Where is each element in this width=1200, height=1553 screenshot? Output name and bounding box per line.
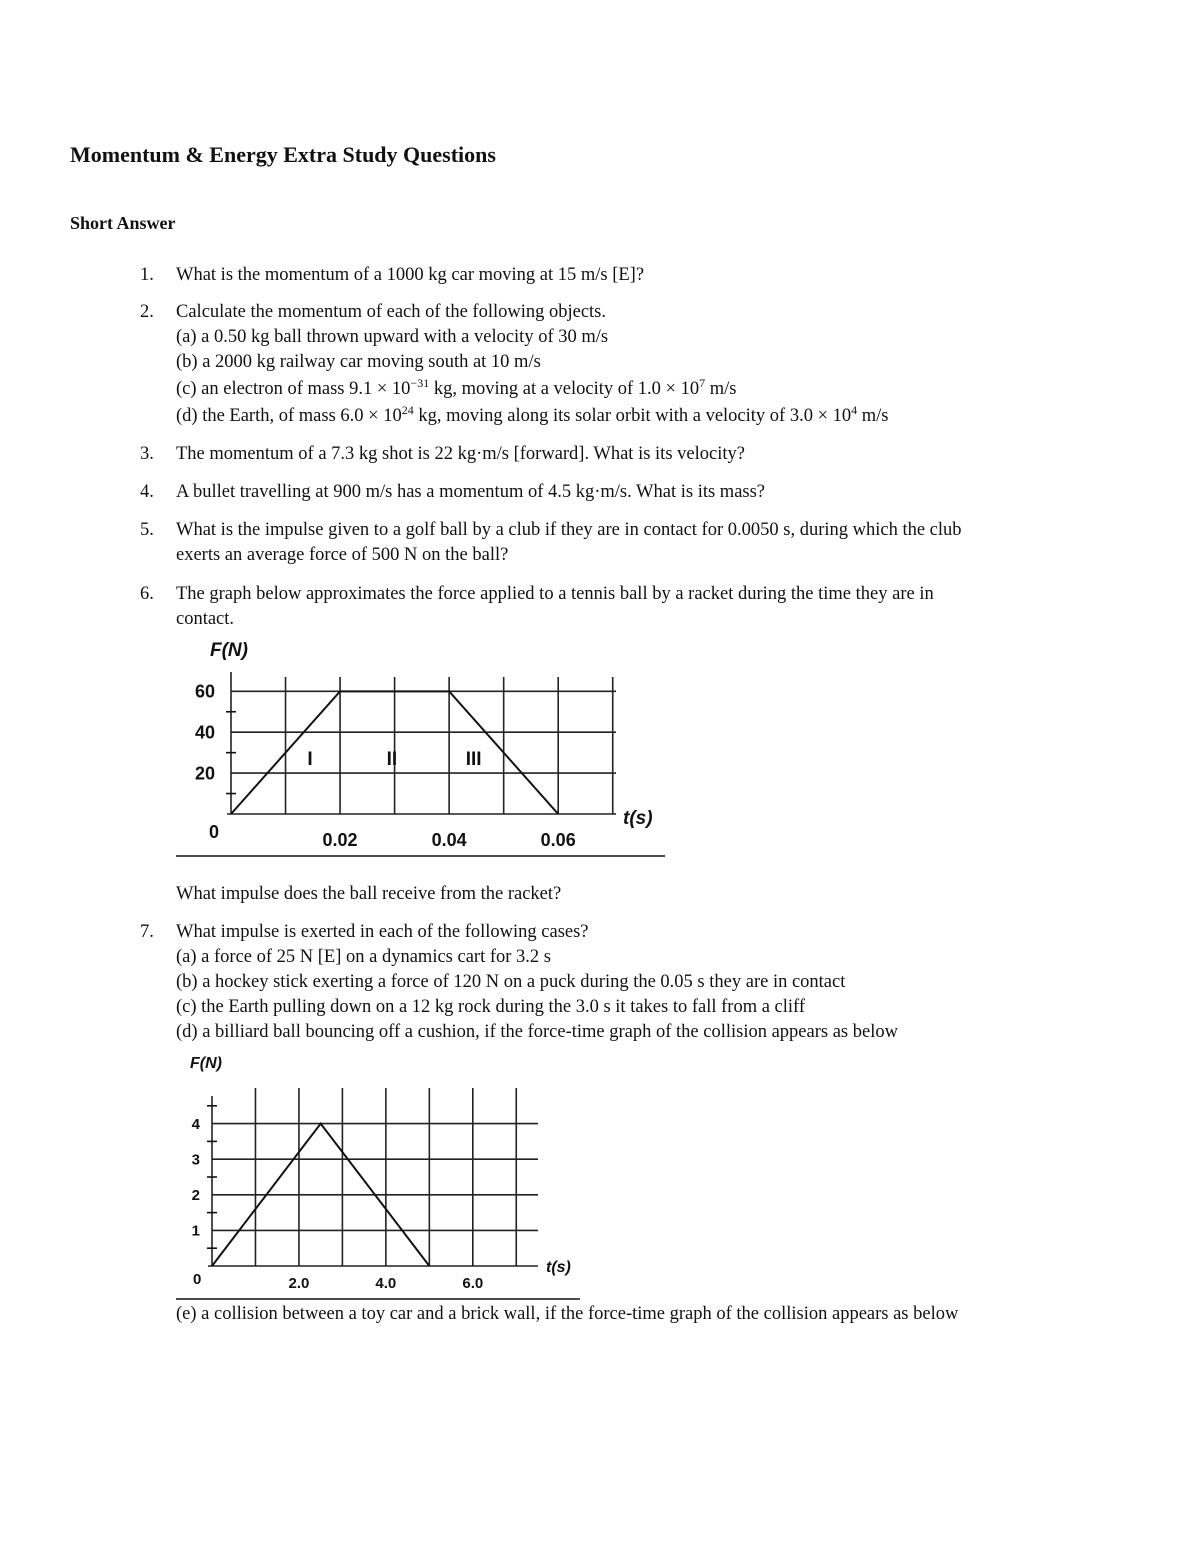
region-label: III bbox=[465, 748, 482, 770]
y-axis-label: F(N) bbox=[190, 1055, 222, 1072]
region-label: I bbox=[307, 748, 313, 770]
question-1-text: What is the momentum of a 1000 kg car moving at 15 m/s [E]? bbox=[176, 265, 645, 285]
section-heading: Short Answer bbox=[70, 213, 176, 233]
y-tick-label: 60 bbox=[194, 681, 215, 702]
x-tick-label: 0.02 bbox=[322, 830, 358, 850]
question-7e: (e) a collision between a toy car and a brick wall, if the force-time graph of the collision appears as below bbox=[176, 1304, 959, 1324]
page-title: Momentum & Energy Extra Study Questions bbox=[70, 142, 496, 167]
question-5-line-2: exerts an average force of 500 N on the ball? bbox=[176, 545, 509, 565]
question-7c: (c) the Earth pulling down on a 12 kg rock during the 3.0 s it takes to fall from a cliff bbox=[176, 997, 806, 1017]
x-tick-label: 0.04 bbox=[431, 830, 467, 850]
question-6-number: 6. bbox=[140, 584, 154, 604]
force-time-chart-tennis bbox=[176, 630, 676, 862]
question-2-number: 2. bbox=[140, 302, 154, 322]
question-4-text: A bullet travelling at 900 m/s has a momentum of 4.5 kg·m/s. What is its mass? bbox=[176, 482, 766, 502]
question-6-line-2: contact. bbox=[176, 609, 235, 629]
question-7-text: What impulse is exerted in each of the following cases? bbox=[176, 922, 589, 942]
y-tick-label: 4 bbox=[191, 1115, 200, 1133]
y-tick-label: 2 bbox=[191, 1187, 200, 1205]
y-tick-label: 3 bbox=[191, 1151, 200, 1169]
question-7a: (a) a force of 25 N [E] on a dynamics cart for 3.2 s bbox=[176, 947, 551, 967]
question-5-line-1: What is the impulse given to a golf ball by a club if they are in contact for 0.0050 s, during which the club bbox=[176, 520, 962, 540]
question-2a: (a) a 0.50 kg ball thrown upward with a velocity of 30 m/s bbox=[176, 327, 609, 347]
question-1-number: 1. bbox=[140, 265, 154, 285]
x-tick-label: 0.06 bbox=[540, 830, 576, 850]
y-tick-label: 40 bbox=[194, 722, 215, 743]
x-axis-label: t(s) bbox=[623, 808, 653, 829]
y-tick-label: 1 bbox=[191, 1222, 200, 1240]
x-axis-label: t(s) bbox=[546, 1259, 571, 1276]
origin-label: 0 bbox=[209, 822, 220, 842]
question-6-after: What impulse does the ball receive from the racket? bbox=[176, 884, 562, 904]
question-3-text: The momentum of a 7.3 kg shot is 22 kg·m/s [forward]. What is its velocity? bbox=[176, 444, 745, 464]
question-5-number: 5. bbox=[140, 520, 154, 540]
x-tick-label: 4.0 bbox=[375, 1275, 397, 1292]
origin-label: 0 bbox=[193, 1271, 202, 1288]
question-2c: (c) an electron of mass $9.1 \times 10^{-31}$ kg, moving at a velocity of $1.0 \times 10^7$ m/s bbox=[176, 376, 737, 399]
question-3-number: 3. bbox=[140, 444, 154, 464]
question-2-text: Calculate the momentum of each of the following objects. bbox=[176, 302, 606, 322]
question-2d: (d) the Earth, of mass $6.0 \times 10^{24}$ kg, moving along its solar orbit with a velocity of $3.0 \times 10^4$ m/s bbox=[176, 403, 889, 426]
y-axis-label: F(N) bbox=[210, 640, 248, 661]
region-label: II bbox=[386, 748, 398, 770]
question-6-line-1: The graph below approximates the force applied to a tennis ball by a racket during the time they are in bbox=[176, 584, 934, 604]
question-7d: (d) a billiard ball bouncing off a cushion, if the force-time graph of the collision appears as below bbox=[176, 1022, 898, 1042]
x-tick-label: 2.0 bbox=[288, 1275, 310, 1292]
x-tick-label: 6.0 bbox=[462, 1275, 484, 1292]
question-2b: (b) a 2000 kg railway car moving south at 10 m/s bbox=[176, 352, 541, 372]
question-7-number: 7. bbox=[140, 922, 154, 942]
y-tick-label: 20 bbox=[194, 763, 215, 784]
question-4-number: 4. bbox=[140, 482, 154, 502]
force-time-chart-billiard bbox=[176, 1048, 596, 1304]
question-7b: (b) a hockey stick exerting a force of 120 N on a puck during the 0.05 s they are in contact bbox=[176, 972, 846, 992]
